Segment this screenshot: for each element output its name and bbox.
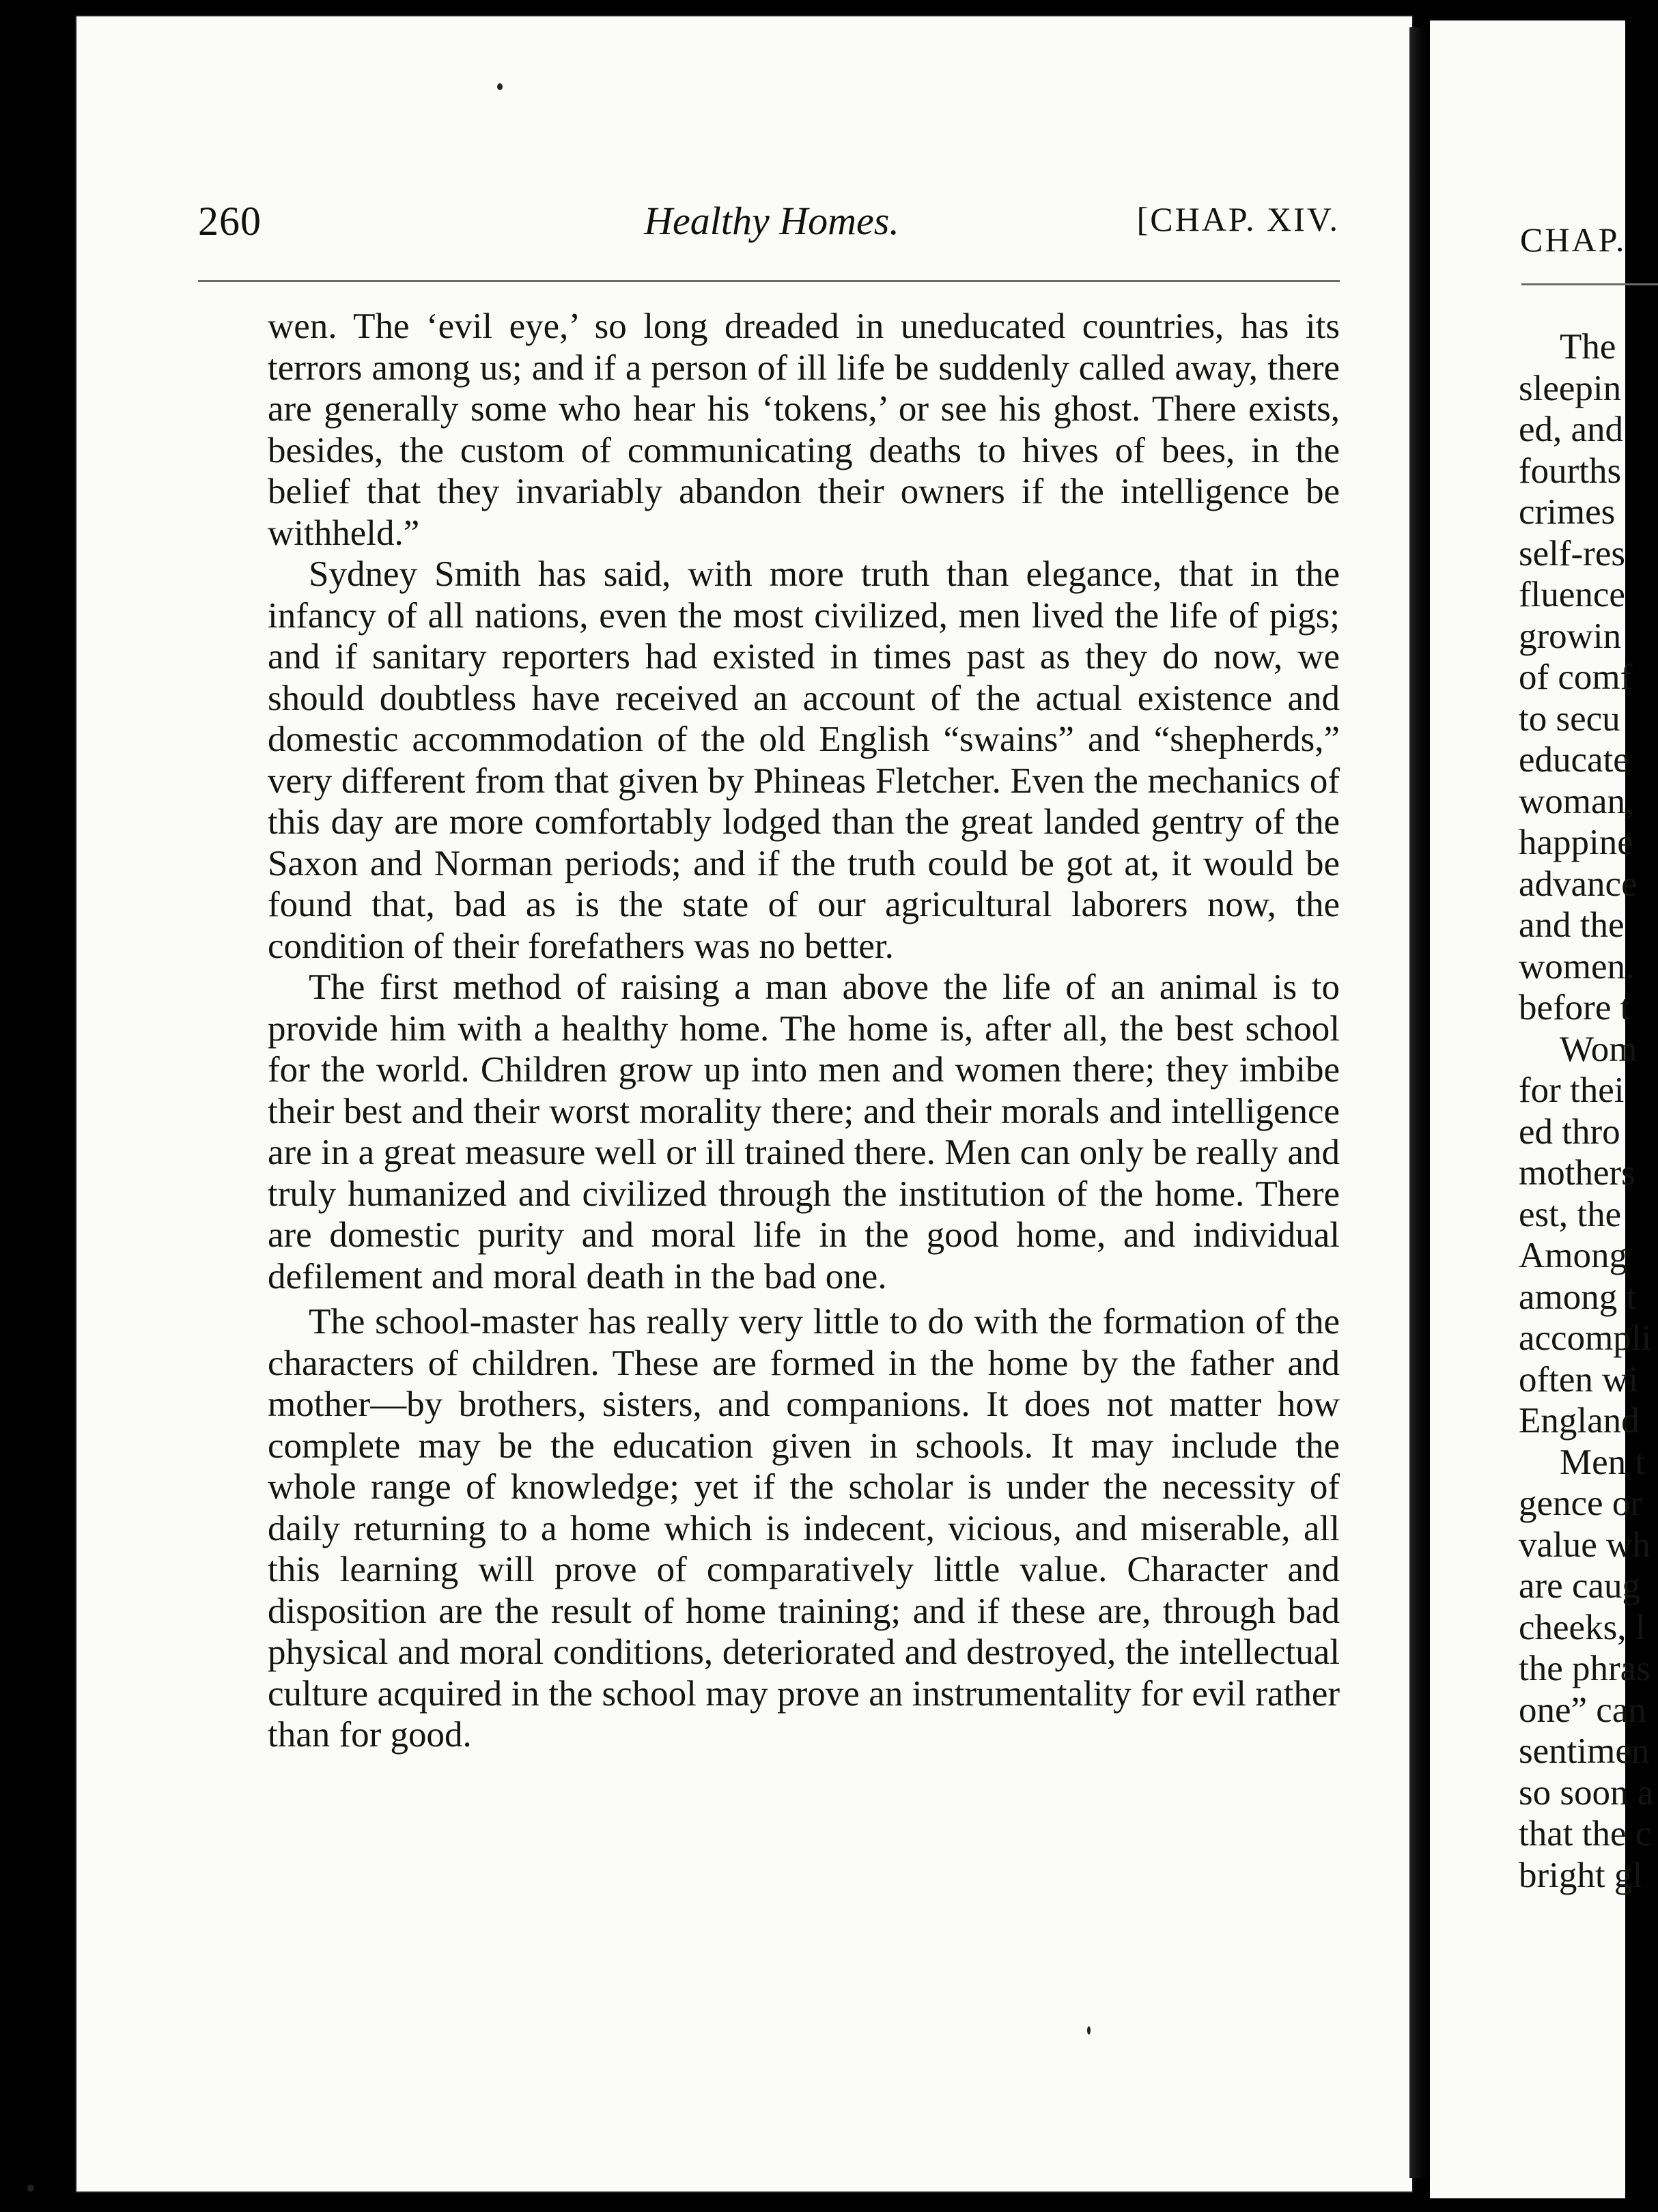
right-page-line: gence or — [1519, 1484, 1642, 1523]
right-page-line: and the — [1519, 905, 1625, 945]
right-page-line: accompli — [1519, 1318, 1652, 1358]
right-page-line: educate — [1519, 740, 1629, 780]
right-page-line: among t — [1519, 1277, 1637, 1317]
right-page-line: value wh — [1519, 1525, 1650, 1565]
right-page-line: cheeks, l — [1519, 1607, 1646, 1647]
book-gutter — [1409, 27, 1430, 2178]
right-page-line: so soon a — [1519, 1772, 1654, 1813]
right-page-line: one” can — [1519, 1690, 1646, 1730]
right-page-line: of comf — [1519, 657, 1633, 697]
right-page-header-rule — [1521, 283, 1658, 285]
page-header — [198, 198, 1345, 259]
paragraph: The first method of raising a man above the life of an animal is to provide him with a healthy home. The home is, after all, the best school for the world. Children grow up into men and women there; they imbibe their best and their worst morality there; and their morals and intelligence are in a great measure well or ill trained there. Men can only be really and truly humanized and civilized through the institution of the home. There are domestic purity and moral life in the good home, and individual defilement and moral death in the bad one. — [268, 967, 1340, 1296]
right-page-line: fourths — [1519, 451, 1622, 491]
running-title: Healthy Homes. — [644, 199, 899, 243]
right-page-line: The — [1560, 327, 1616, 367]
right-page-line: are caug — [1519, 1566, 1640, 1606]
right-page-chapter-heading: CHAP. — [1520, 221, 1627, 259]
paragraph: wen. The ‘evil eye,’ so long dreaded in uneducated countries, has its terrors among us; and if a person of ill life be suddenly called away, there are generally some who hear his ‘tokens,’ or see his ghost. There exists, besides, the custom of communicating deaths to hives of bees, in the belief that they invariably abandon their owners if the intelligence be withheld.” — [268, 307, 1340, 553]
scan-speck — [27, 2185, 34, 2192]
scan-speck — [1087, 2026, 1091, 2034]
chapter-heading: [CHAP. XIV. — [1136, 200, 1340, 238]
right-page-line: ed, and — [1519, 410, 1624, 449]
right-page-line: woman, — [1519, 781, 1635, 821]
right-page-line: advance — [1519, 864, 1638, 904]
right-page-line: the phras — [1519, 1649, 1650, 1688]
right-page-line: bright gl — [1519, 1855, 1643, 1895]
right-page-line: sentimen — [1519, 1731, 1650, 1771]
right-page-text-fragments — [1519, 326, 1653, 1896]
page-number: 260 — [198, 199, 262, 244]
right-page-line: crimes — [1519, 492, 1616, 532]
right-page-line: women. — [1519, 946, 1635, 987]
scan-speck — [497, 83, 503, 90]
header-rule — [198, 280, 1340, 282]
right-page-line: Among — [1519, 1236, 1627, 1275]
right-page-line: self-res — [1519, 533, 1625, 573]
right-page-line: est, the — [1519, 1194, 1622, 1234]
right-page-line: ed thro — [1519, 1111, 1620, 1152]
right-page-line: Men t — [1560, 1442, 1646, 1482]
paragraph: The school-master has really very little to do with the formation of the characters of children. These are formed in the home by the father and mother—by brothers, sisters, and companions. It does not matter how complete may be the education given in schools. It may include the whole range of knowledge; yet if the scholar is under the necessity of daily returning to a home which is indecent, vicious, and miserable, all this learning will prove of comparatively little value. Character and disposition are the result of home training; and if these are, through bad physical and moral conditions, deteriorated and destroyed, the intellectual culture acquired in the school may prove an instrumentality for evil rather than for good. — [268, 1302, 1340, 1755]
right-page — [1430, 20, 1654, 2198]
right-page-line: happine — [1519, 823, 1633, 862]
right-page-line: mothers — [1519, 1153, 1635, 1193]
right-page-line: for thei — [1519, 1070, 1625, 1110]
right-page-line: to secu — [1519, 698, 1620, 739]
right-page-line: that the c — [1519, 1814, 1652, 1854]
right-page-line: before t — [1519, 988, 1631, 1027]
right-page-line: England — [1519, 1401, 1640, 1441]
right-page-line: often wi — [1519, 1359, 1639, 1400]
right-page-line: fluence — [1519, 575, 1625, 614]
body-text — [268, 306, 1340, 1756]
right-page-line: Wom — [1560, 1029, 1638, 1069]
paragraph: Sydney Smith has said, with more truth than elegance, that in the infancy of all nations, even the most civilized, men lived the life of pigs; and if sanitary reporters had existed in times past as they do now, we should doubtless have received an account of the actual existence and domestic accommodation of the old English “swains” and “shepherds,” very different from that given by Phineas Fletcher. Even the mechanics of this day are more comfortably lodged than the great landed gentry of the Saxon and Norman periods; and if the truth could be got at, it would be found that, bad as is the state of our agricultural laborers now, the condition of their forefathers was no better. — [268, 554, 1340, 966]
right-page-line: sleepin — [1519, 368, 1622, 408]
right-page-line: growin — [1519, 616, 1622, 656]
